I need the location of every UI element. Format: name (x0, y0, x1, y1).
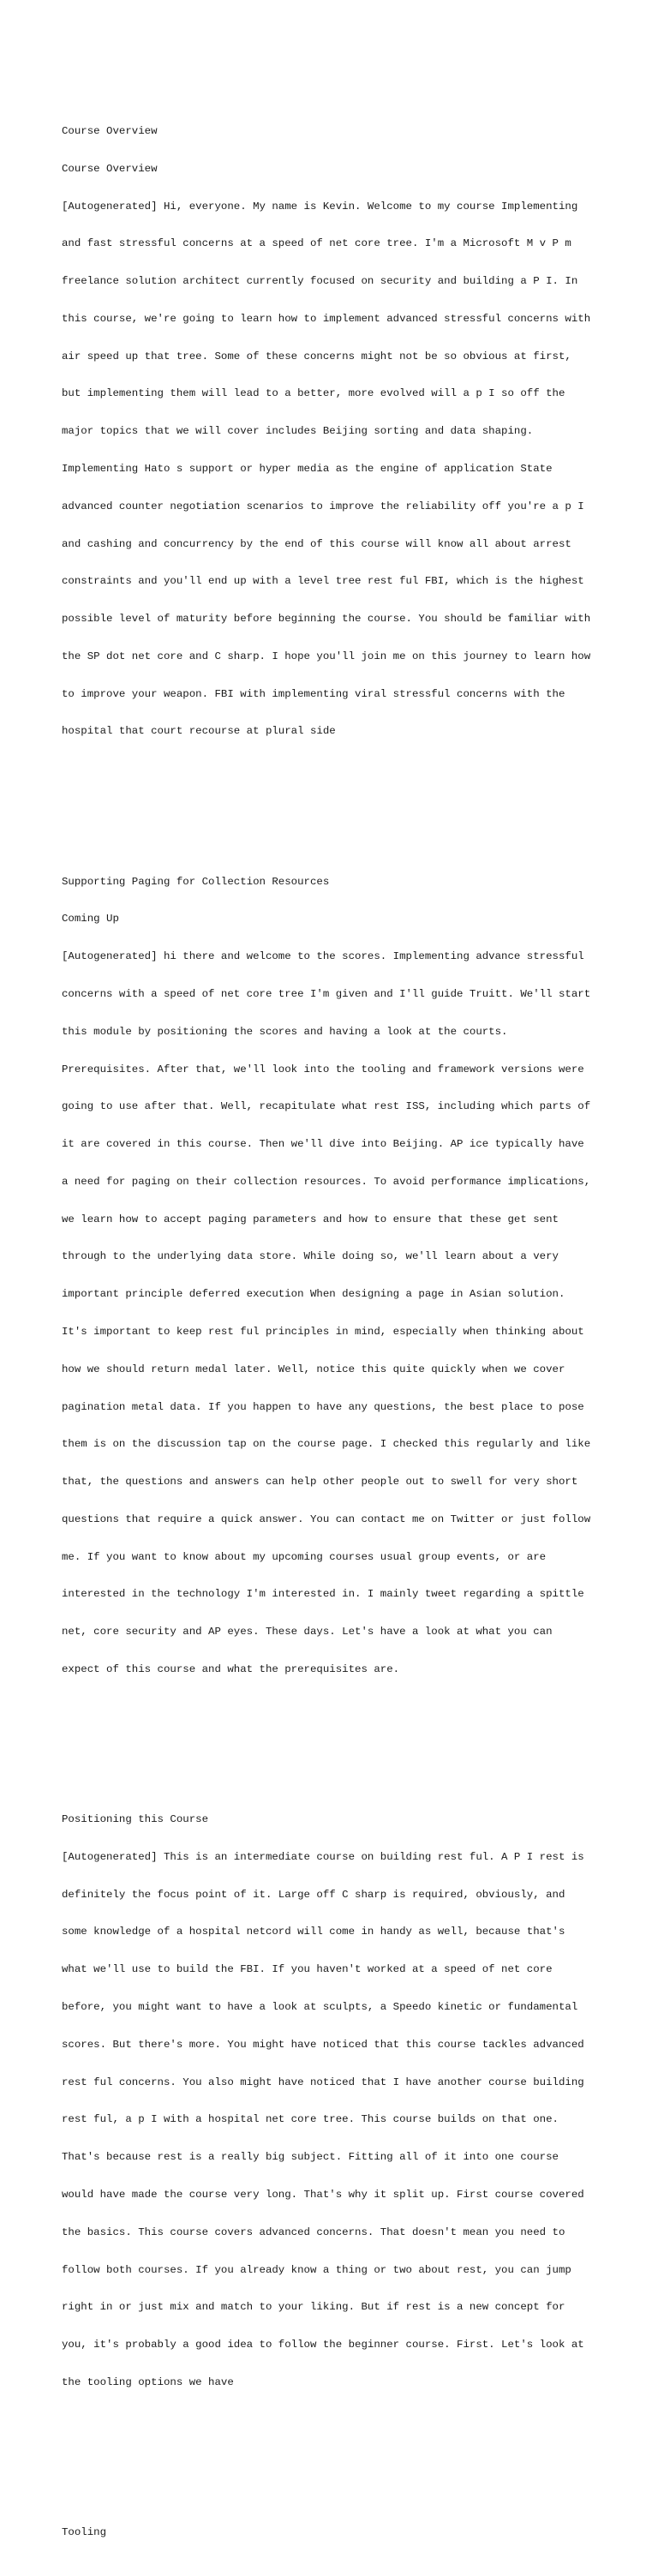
transcript-line: That's because rest is a really big subject. Fitting all of it into one course (62, 2151, 559, 2164)
transcript-line: and cashing and concurrency by the end of this course will know all about arrest (62, 537, 571, 550)
transcript-line: Implementing Hato s support or hyper media as the engine of application State (62, 463, 553, 475)
section-course-overview (62, 100, 653, 763)
transcript-line: you, it's probably a good idea to follow the beginner course. First. Let's look at (62, 2339, 584, 2351)
transcript-line: the SP dot net core and C sharp. I hope you'll join me on this journey to learn how (62, 650, 591, 662)
transcript-line: would have made the course very long. That's why it split up. First course covered (62, 2188, 584, 2201)
transcript-line: a need for paging on their collection resources. To avoid performance implications, (62, 1175, 591, 1188)
section-positioning-course (62, 1788, 653, 2414)
transcript-line: follow both courses. If you already know a thing or two about rest, you can jump (62, 2263, 571, 2276)
transcript-line: possible level of maturity before beginning the course. You should be familiar with (62, 613, 591, 626)
section-supporting-paging (62, 850, 653, 1700)
transcript-line: me. If you want to know about my upcoming courses usual group events, or are (62, 1550, 547, 1563)
transcript-line: major topics that we will cover includes Beijing sorting and data shaping. (62, 425, 534, 438)
transcript-line: It's important to keep rest ful principles in mind, especially when thinking about (62, 1325, 584, 1338)
transcript-line: rest ful concerns. You also might have noticed that I have another course building (62, 2076, 584, 2088)
transcript-line: concerns with a speed of net core tree I'm given and I'll guide Truitt. We'll start (62, 987, 591, 1000)
transcript-line: air speed up that tree. Some of these concerns might not be so obvious at first, (62, 350, 571, 362)
transcript-line: rest ful, a p I with a hospital net core tree. This course builds on that one. (62, 2113, 559, 2126)
transcript-line: expect of this course and what the prerequisites are. (62, 1663, 400, 1675)
transcript-line: hospital that court recourse at plural side (62, 725, 336, 738)
transcript-line: pagination metal data. If you happen to have any questions, the best place to pose (62, 1400, 584, 1413)
clip-heading: Course Overview (62, 162, 158, 175)
transcript-line: and fast stressful concerns at a speed of net core tree. I'm a Microsoft M v P m (62, 237, 571, 250)
transcript-line: right in or just mix and match to your liking. But if rest is a new concept for (62, 2301, 565, 2314)
transcript-line: that, the questions and answers can help other people out to swell for very short (62, 1476, 578, 1489)
transcript-line: some knowledge of a hospital netcord will come in handy as well, because that's (62, 1926, 565, 1938)
transcript-line: through to the underlying data store. While doing so, we'll learn about a very (62, 1250, 559, 1263)
transcript-line: advanced counter negotiation scenarios to improve the reliability off you're a p I (62, 500, 584, 512)
section-heading: Supporting Paging for Collection Resources (62, 875, 330, 888)
transcript-line: important principle deferred execution When designing a page in Asian solution. (62, 1288, 565, 1301)
transcript-line: net, core security and AP eyes. These days. Let's have a look at what you can (62, 1626, 553, 1638)
transcript-line: [Autogenerated] Hi, everyone. My name is Kevin. Welcome to my course Implementing (62, 200, 578, 213)
transcript-line: questions that require a quick answer. You can contact me on Twitter or just follow (62, 1513, 591, 1525)
section-heading: Positioning this Course (62, 1813, 209, 1826)
transcript-line: scores. But there's more. You might have noticed that this course tackles advanced (62, 2038, 584, 2051)
transcript-line: to improve your weapon. FBI with implementing viral stressful concerns with the (62, 687, 565, 700)
document-page (62, 63, 653, 2576)
transcript-line: it are covered in this course. Then we'll dive into Beijing. AP ice typically have (62, 1138, 584, 1151)
section-heading: Tooling (62, 2525, 107, 2538)
transcript-line: the basics. This course covers advanced concerns. That doesn't mean you need to (62, 2226, 565, 2238)
transcript-line: but implementing them will lead to a better, more evolved will a p I so off the (62, 387, 565, 400)
transcript-line: before, you might want to have a look at sculpts, a Speedo kinetic or fundamental (62, 2001, 578, 2014)
transcript-line: how we should return medal later. Well, notice this quite quickly when we cover (62, 1363, 565, 1375)
transcript-line: interested in the technology I'm interested in. I mainly tweet regarding a spittle (62, 1588, 584, 1601)
transcript-line: going to use after that. Well, recapitulate what rest ISS, including which parts of (62, 1100, 591, 1113)
transcript-line: Prerequisites. After that, we'll look into the tooling and framework versions were (62, 1063, 584, 1075)
transcript-line: constraints and you'll end up with a level tree rest ful FBI, which is the highest (62, 575, 584, 588)
transcript-line: the tooling options we have (62, 2375, 234, 2388)
transcript-line: [Autogenerated] hi there and welcome to the scores. Implementing advance stressful (62, 950, 584, 963)
transcript-line: what we'll use to build the FBI. If you haven't worked at a speed of net core (62, 1963, 553, 1976)
transcript-line: [Autogenerated] This is an intermediate course on building rest ful. A P I rest is (62, 1850, 584, 1863)
section-spacer (62, 788, 653, 800)
transcript-line: freelance solution architect currently focused on security and building a P I. In (62, 275, 578, 288)
section-heading: Course Overview (62, 124, 158, 137)
transcript-line: them is on the discussion tap on the course page. I checked this regularly and like (62, 1438, 591, 1451)
section-tooling (62, 2501, 653, 2564)
transcript-line: definitely the focus point of it. Large off C sharp is required, obviously, and (62, 1888, 565, 1901)
section-spacer (62, 2439, 653, 2452)
clip-heading: Coming Up (62, 913, 119, 926)
transcript-line: we learn how to accept paging parameters and how to ensure that these get sent (62, 1213, 559, 1225)
transcript-line: this module by positioning the scores and having a look at the courts. (62, 1025, 508, 1038)
section-spacer (62, 1726, 653, 1739)
transcript-line: this course, we're going to learn how to implement advanced stressful concerns with (62, 312, 591, 325)
